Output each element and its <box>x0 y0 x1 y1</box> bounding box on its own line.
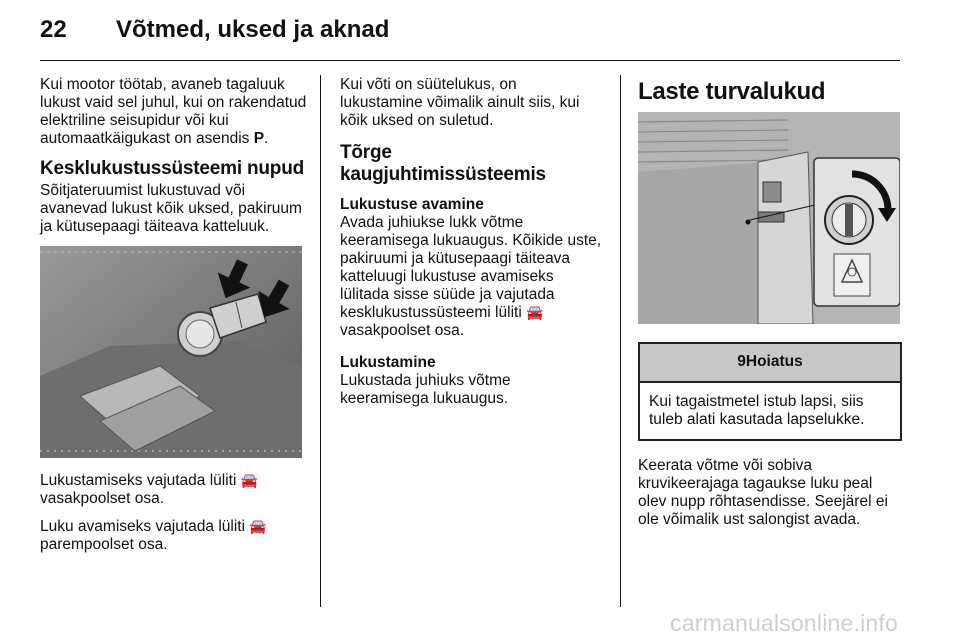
warning-box <box>638 342 902 441</box>
child-lock-instructions: Keerata võtme või sobiva kruvikeerajaga tagaukse luku peal olev nupp rõhtasendisse. Seejärel ei ole võimalik ust salongist avada. <box>638 457 888 528</box>
page-header <box>0 0 960 62</box>
lock-text-end: vasakpoolset osa. <box>40 490 165 507</box>
car-lock-icon: 🚘 <box>240 473 259 489</box>
page-number: 22 <box>40 16 67 43</box>
section-title-child-locks: Laste turvalukud <box>638 78 826 105</box>
lock-text: Lukustamiseks vajutada lüliti <box>40 472 241 489</box>
door-switch-figure <box>40 246 302 458</box>
unlock-text-end: parempoolset osa. <box>40 536 168 553</box>
intro-paragraph <box>40 76 308 148</box>
car-lock-icon: 🚘 <box>526 305 544 321</box>
unlock-text: Luku avamiseks vajutada lüliti <box>40 518 250 535</box>
central-locking-text: Sõitjateruumist lukustuvad või avanevad lukust kõik uksed, pakiruum ja kütusepaagi täiteava katteluuk. <box>40 182 302 235</box>
unlocking-text-end: vasakpoolset osa. <box>340 322 465 339</box>
lock-instruction <box>40 472 308 508</box>
warning-text: Kui tagaistmetel istub lapsi, siis tuleb alati kasutada lapselukke. <box>649 393 865 428</box>
gear-position: P <box>253 130 265 147</box>
header-rule <box>40 60 900 61</box>
intro-text: Kui mootor töötab, avaneb tagaluuk lukust vaid sel juhul, kui on rakendatud elektriline seisupidur või kui automaatkäigukast on asendis <box>40 76 307 147</box>
warning-title: Hoiatus <box>745 353 803 370</box>
column-2 <box>340 76 602 418</box>
car-lock-icon: 🚘 <box>249 519 267 535</box>
intro-end: . <box>264 130 269 147</box>
warning-symbol-icon: 9 <box>737 353 746 370</box>
unlocking-text: Avada juhiukse lukk võtme keeramisega lukuaugus. Kõikide uste, pakiruumi ja kütusepaagi täiteava katteluugi lukustuse avamiseks lülitada sisse süüde ja vajutada kesklukustussüsteemi lüliti <box>340 214 602 321</box>
section-title-remote-failure: Tõrge kaugjuhtimissüsteemis <box>340 142 546 185</box>
child-lock-figure <box>638 112 900 324</box>
col2-intro: Kui võti on süütelukus, on lukustamine võimalik ainult siis, kui kõik uksed on suletud. <box>340 76 580 129</box>
locking-paragraph: Lukustada juhiuks võtme keeramisega lukuaugus. <box>340 372 511 407</box>
unlocking-heading: Lukustuse avamine <box>340 196 484 213</box>
locking-heading: Lukustamine <box>340 354 436 371</box>
column-1 <box>40 76 308 564</box>
section-title-central-locking: Kesklukustussüsteemi nupud <box>40 158 305 179</box>
warning-header <box>640 344 900 383</box>
column-divider-2 <box>620 75 621 607</box>
watermark: carmanualsonline.info <box>670 610 898 636</box>
unlock-instruction <box>40 518 308 554</box>
unlocking-paragraph <box>340 214 602 340</box>
column-3 <box>638 76 900 539</box>
page-title: Võtmed, uksed ja aknad <box>116 16 390 43</box>
column-divider-1 <box>320 75 321 607</box>
